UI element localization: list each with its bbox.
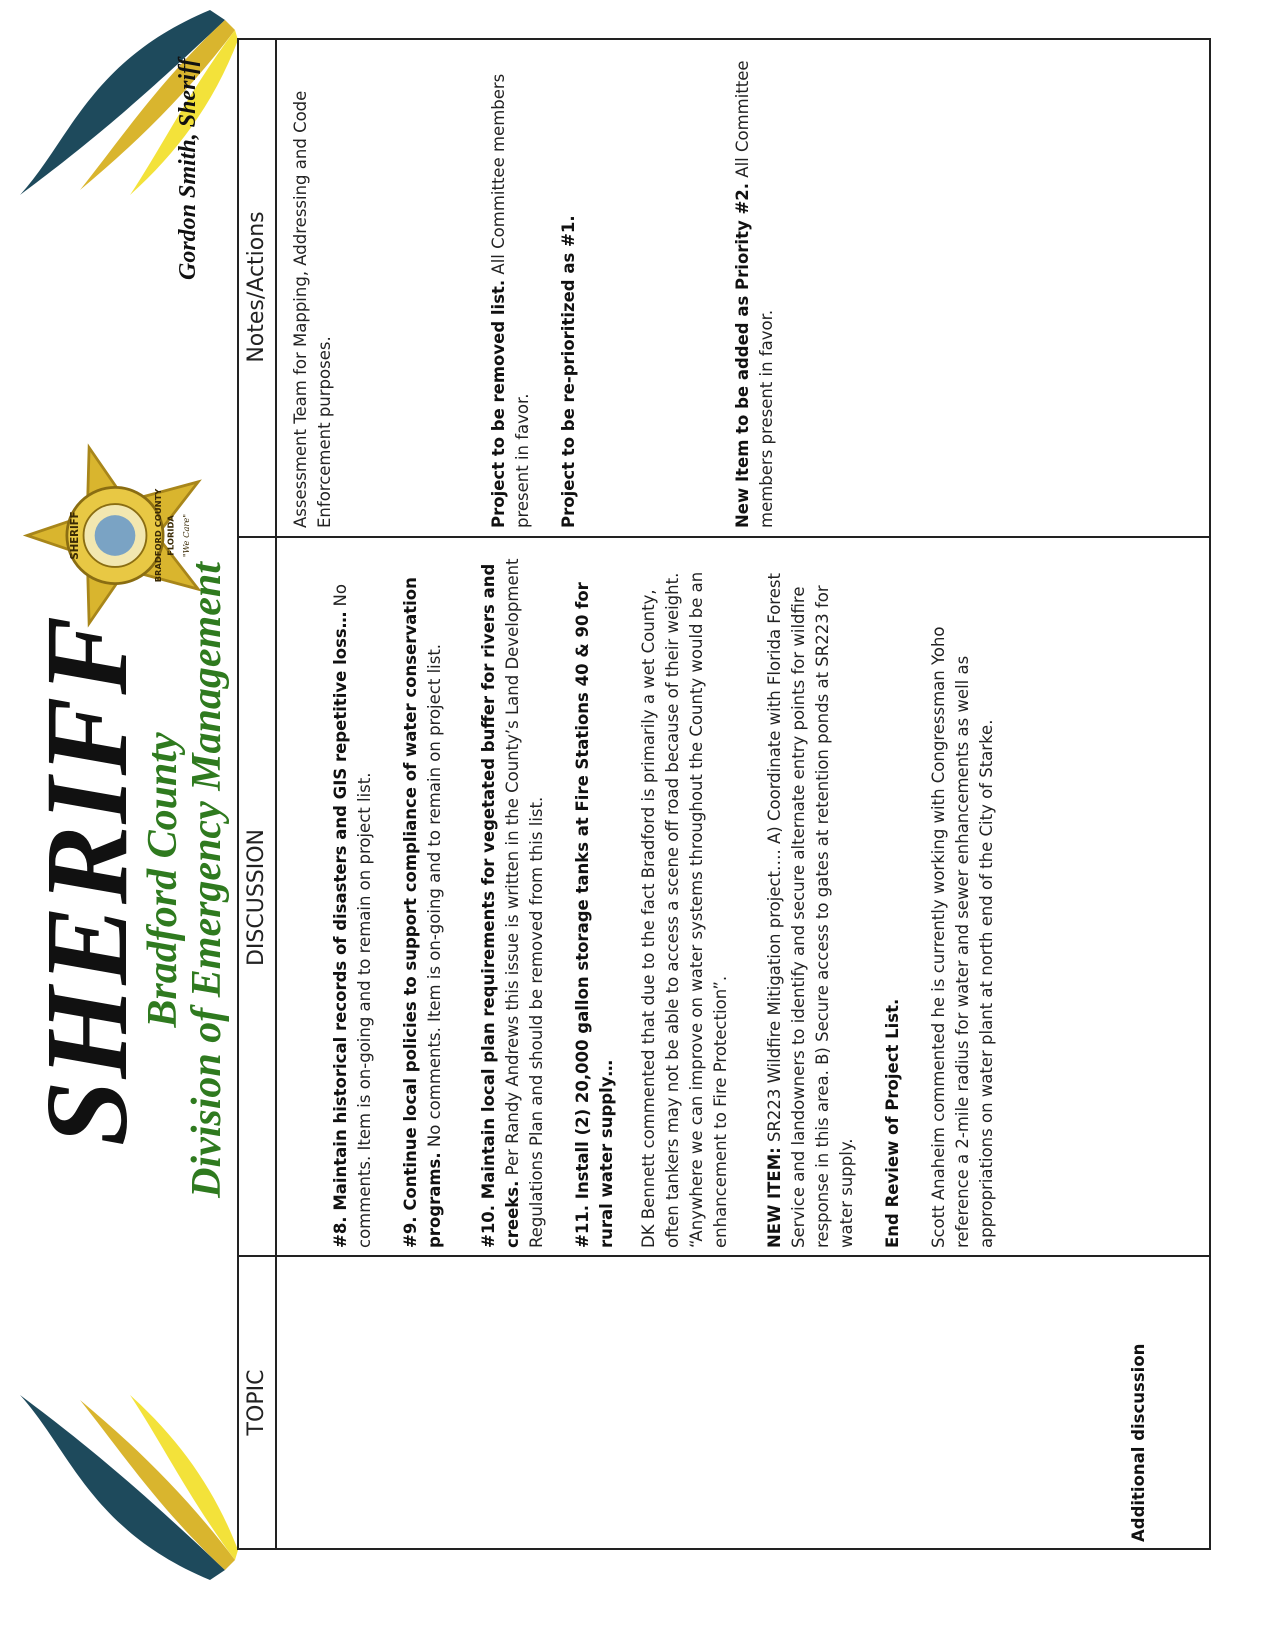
brand-subtitle-county: Bradford County [140,732,186,1028]
discussion-item-8 [329,548,377,1248]
item-10-text: Per Randy Andrews this issue is written in the County’s Land Development Regulations Plan and should be removed from this list. [503,558,546,1248]
discussion-item-9 [399,548,447,1248]
discussion-end-review [881,548,905,1248]
letterhead [0,0,235,1650]
item-11-title: #11. Install (2) 20,000 gallon storage tanks at Fire Stations 40 & 90 for rural water supply… [573,582,616,1248]
badge-text-motto: "We Care" [181,513,191,558]
note-new-item-text: All Committee members present in favor. [733,60,776,528]
item-9-title: #9. Continue local policies to support compliance of water conservation programs. [401,577,444,1248]
left-swoosh-icon [10,0,240,200]
end-review-label: End Review of Project List. [883,998,902,1248]
item-8-text: No comments. Item is on-going and to remain on project list. [331,584,374,1248]
column-header-topic: TOPIC [244,1369,269,1436]
notes-cell [289,48,801,528]
brand-subtitle-division: Division of Emergency Management [184,562,230,1198]
column-header-notes: Notes/Actions [244,211,269,363]
note-item-10-text: All Committee members present in favor. [489,73,532,528]
discussion-cell [329,548,1021,1248]
badge-text-state: FLORIDA [165,515,176,556]
discussion-bennett: DK Bennett commented that due to the fact Bradford is primarily a wet County, often tankers may not be able to access a scene off road because of their weight. “Anywhere we can improve on water systems throughout the County would be an enhancement to Fire Protection”. [639,571,730,1248]
right-swoosh-icon [10,1390,240,1590]
discussion-anaheim: Scott Anaheim commented he is currently working with Congressman Yoho reference a 2-mile radius for water and sewer enhancements as well as appropriations on water plant at north end of the City of Starke. [929,626,996,1248]
note-item-11-title: Project to be re-prioritized as #1. [559,215,578,528]
column-divider [239,536,1209,538]
topic-additional-discussion: Additional discussion [1129,1343,1148,1542]
note-new-item [731,48,779,528]
item-8-title: #8. Maintain historical records of disasters and GIS repetitive loss… [331,611,350,1248]
note-item-10-title: Project to be removed list. [489,279,508,528]
item-9-text: No comments. Item is on-going and to remain on project list. [425,643,444,1153]
discussion-new-item [763,548,859,1248]
note-item-10 [487,48,535,528]
column-divider [239,1255,1209,1257]
new-item-text: SR223 Wildfire Mitigation project…. A) Coordinate with Florida Forest Service and landowners to identify and secure alternate entry points for wildfire response in this area. B) Secure access to gates at retention ponds at SR223 for water supply. [765,573,856,1248]
note-new-item-title: New Item to be added as Priority #2. [733,182,752,528]
sheriff-name: Gordon Smith, Sheriff [175,58,201,280]
minutes-table [237,38,1211,1550]
discussion-item-11 [571,548,619,1248]
badge-text-county: BRADFORD COUNTY [153,488,164,583]
note-assessment: Assessment Team for Mapping, Addressing and Code Enforcement purposes. [291,90,334,528]
note-item-11 [557,48,581,528]
discussion-item-10 [477,548,549,1248]
column-header-discussion: DISCUSSION [244,828,269,967]
header-row-divider [275,40,277,1548]
item-10-title: #10. Maintain local plan requirements for vegetated buffer for rivers and creeks. [479,563,522,1248]
new-item-label: NEW ITEM: [765,1147,784,1248]
brand-title: SHERIFF [21,613,152,1147]
badge-text-sheriff: SHERIFF [70,511,81,560]
